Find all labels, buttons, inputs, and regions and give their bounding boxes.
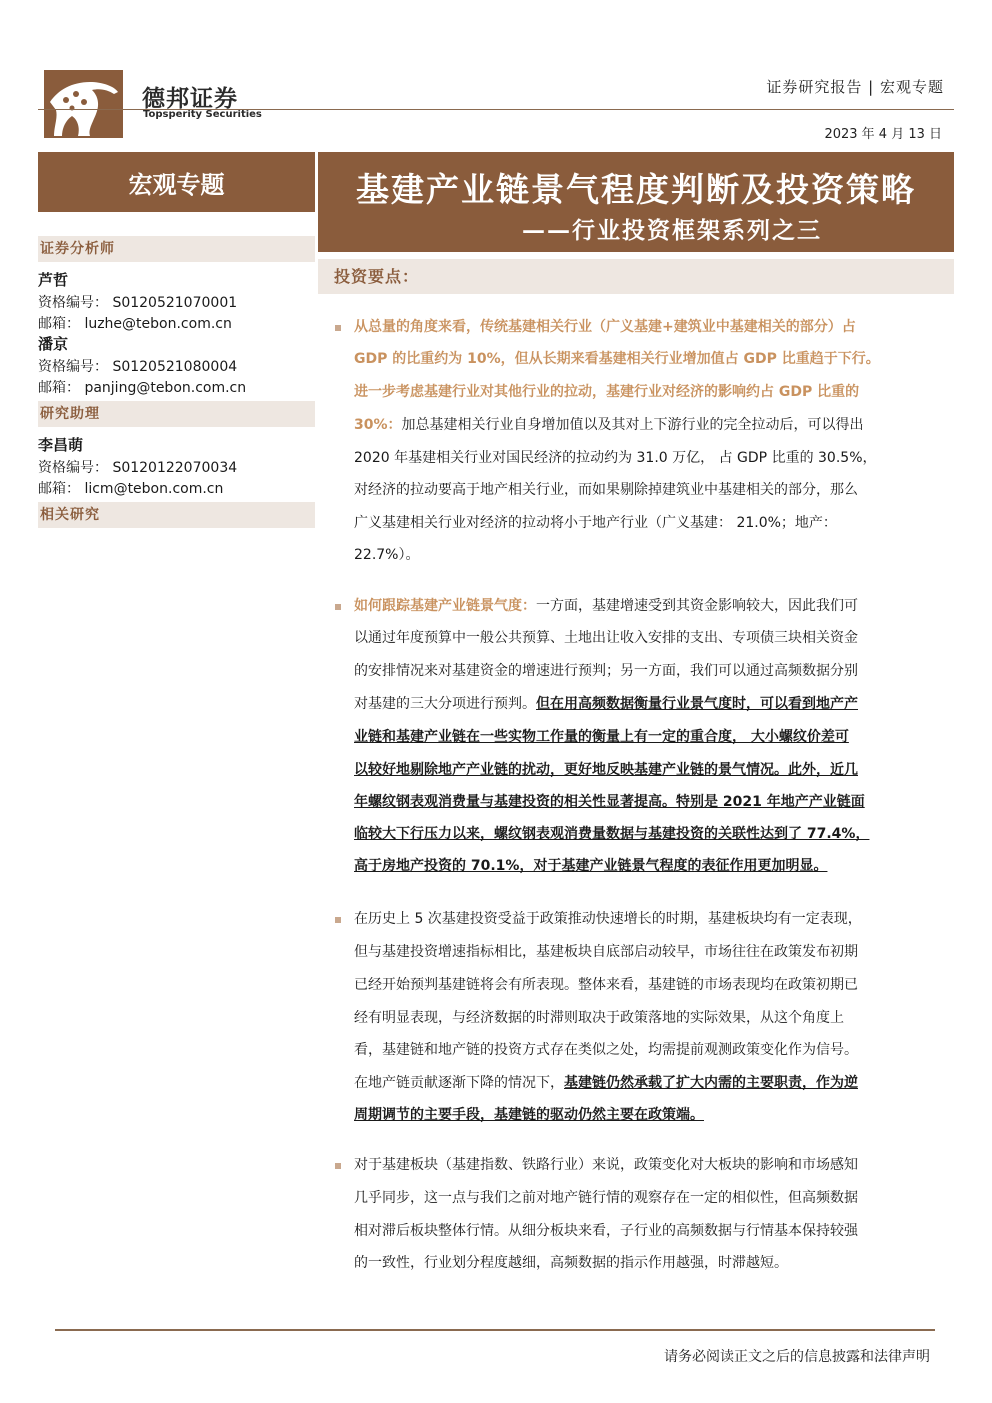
para4-line: 对于基建板块（基建指数、铁路行业）来说，政策变化对大板块的影响和市场感知 — [354, 1157, 858, 1173]
para2-line: 年螺纹钢表观消费量与基建投资的相关性显著提高。特别是 2021 年地产产业链面 — [354, 794, 865, 810]
para3-line: 看，基建链和地产链的投资方式存在类似之处，均需提前观测政策变化作为信号。 — [354, 1042, 858, 1058]
para2-line — [354, 693, 858, 713]
para3-line: 经有明显表现，与经济数据的时滞则取决于政策落地的实际效果，从这个角度上 — [354, 1010, 844, 1026]
analyst-cert: 资格编号： S0120521080004 — [38, 359, 238, 375]
para1-line: 从总量的角度来看，传统基建相关行业（广义基建+建筑业中基建相关的部分）占 — [354, 319, 856, 335]
para1-line: 广义基建相关行业对经济的拉动将小于地产行业（广义基建： 21.0%；地产： — [354, 515, 837, 531]
report-date: 2023 年 4 月 13 日 — [824, 127, 942, 142]
para3-emphasis: 基建链仍然承载了扩大内需的主要职责，作为逆 — [564, 1075, 858, 1091]
para1-line: 进一步考虑基建行业对其他行业的拉动，基建行业对经济的影响约占 GDP 比重的 — [354, 384, 860, 400]
brand-name-en: Topsperity Securities — [143, 109, 262, 120]
para1-text: 加总基建相关行业自身增加值以及其对上下游行业的完全拉动后，可以得出 — [401, 417, 864, 433]
analyst-name: 芦哲 — [38, 271, 69, 289]
report-subtitle: ——行业投资框架系列之三 — [522, 217, 822, 244]
para2-line — [354, 595, 858, 615]
para1-line: 22.7%）。 — [354, 547, 420, 563]
para3-line: 周期调节的主要手段，基建链的驱动仍然主要在政策端。 — [354, 1107, 704, 1123]
bullet-marker — [335, 604, 341, 610]
category-banner — [38, 152, 315, 212]
para4-line: 相对滞后板块整体行情。从细分板块来看，子行业的高频数据与行情基本保持较强 — [354, 1223, 858, 1239]
analyst-name: 潘京 — [38, 335, 69, 353]
para1-line: 2020 年基建相关行业对国民经济的拉动约为 31.0 万亿， 占 GDP 比重的 30.5%， — [354, 450, 877, 466]
analyst-email[interactable]: 邮箱： panjing@tebon.com.cn — [38, 380, 247, 396]
bullet-marker — [335, 917, 341, 923]
para2-emphasis: 如何跟踪基建产业链景气度： — [354, 598, 536, 614]
para2-line: 高于房地产投资的 70.1%，对于基建产业链景气程度的表征作用更加明显。 — [354, 858, 828, 874]
title-banner — [318, 152, 954, 252]
para2-line: 以较好地剔除地产产业链的扰动，更好地反映基建产业链的景气情况。此外，近几 — [354, 762, 858, 778]
para3-line: 已经开始预判基建链将会有所表现。整体来看，基建链的市场表现均在政策初期已 — [354, 977, 858, 993]
category-label: 宏观专题 — [128, 169, 225, 199]
para3-text: 在地产链贡献逐渐下降的情况下， — [354, 1075, 564, 1091]
para1-emphasis: 30%： — [354, 417, 402, 433]
analyst-heading: 证券分析师 — [38, 236, 315, 262]
para1-line: 对经济的拉动要高于地产相关行业，而如果剔除掉建筑业中基建相关的部分，那么 — [354, 482, 858, 498]
para2-text: 对基建的三大分项进行预判。 — [354, 696, 536, 712]
para3-line: 但与基建投资增速指标相比，基建板块自底部启动较早，市场往往在政策发布初期 — [354, 944, 858, 960]
brand-name-cn: 德邦证券 — [142, 86, 238, 112]
footer-divider — [55, 1329, 935, 1331]
para2-text: 一方面，基建增速受到其资金影响较大，因此我们可 — [536, 598, 858, 614]
assistant-heading: 研究助理 — [38, 401, 315, 427]
para1-line — [354, 414, 864, 434]
analyst-cert: 资格编号： S0120521070001 — [38, 295, 238, 311]
para1-line: GDP 的比重约为 10%，但从长期来看基建相关行业增加值占 GDP 比重趋于下行。 — [354, 351, 880, 367]
bullet-marker — [335, 325, 341, 331]
footer-disclaimer: 请务必阅读正文之后的信息披露和法律声明 — [664, 1349, 930, 1365]
para2-line: 业链和基建产业链在一些实物工作量的衡量上有一定的重合度， 大小螺纹价差可 — [354, 729, 849, 745]
key-points-heading: 投资要点： — [318, 259, 954, 294]
para4-line: 几乎同步，这一点与我们之前对地产链行情的观察存在一定的相似性，但高频数据 — [354, 1190, 858, 1206]
para2-line: 以通过年度预算中一般公共预算、土地出让收入安排的支出、专项债三块相关资金 — [354, 630, 858, 646]
header-divider — [38, 109, 954, 110]
company-logo — [44, 70, 123, 138]
para3-line: 在历史上 5 次基建投资受益于政策推动快速增长的时期，基建板块均有一定表现， — [354, 911, 862, 927]
assistant-cert: 资格编号： S0120122070034 — [38, 460, 238, 476]
assistant-email[interactable]: 邮箱： licm@tebon.com.cn — [38, 481, 224, 497]
para2-emphasis: 但在用高频数据衡量行业景气度时，可以看到地产产 — [536, 696, 858, 712]
para2-line: 临较大下行压力以来，螺纹钢表观消费量数据与基建投资的关联性达到了 77.4%， — [354, 826, 870, 842]
analyst-email[interactable]: 邮箱： luzhe@tebon.com.cn — [38, 316, 232, 332]
para3-line — [354, 1072, 858, 1092]
report-title: 基建产业链景气程度判断及投资策略 — [356, 170, 916, 209]
bullet-marker — [335, 1163, 341, 1169]
report-type: 证券研究报告 | 宏观专题 — [766, 78, 944, 96]
para4-line: 的一致性，行业划分程度越细，高频数据的指示作用越强，时滞越短。 — [354, 1255, 788, 1271]
assistant-name: 李昌萌 — [38, 436, 84, 454]
related-research-heading: 相关研究 — [38, 502, 315, 528]
para2-line: 的安排情况来对基建资金的增速进行预判；另一方面，我们可以通过高频数据分别 — [354, 663, 858, 679]
